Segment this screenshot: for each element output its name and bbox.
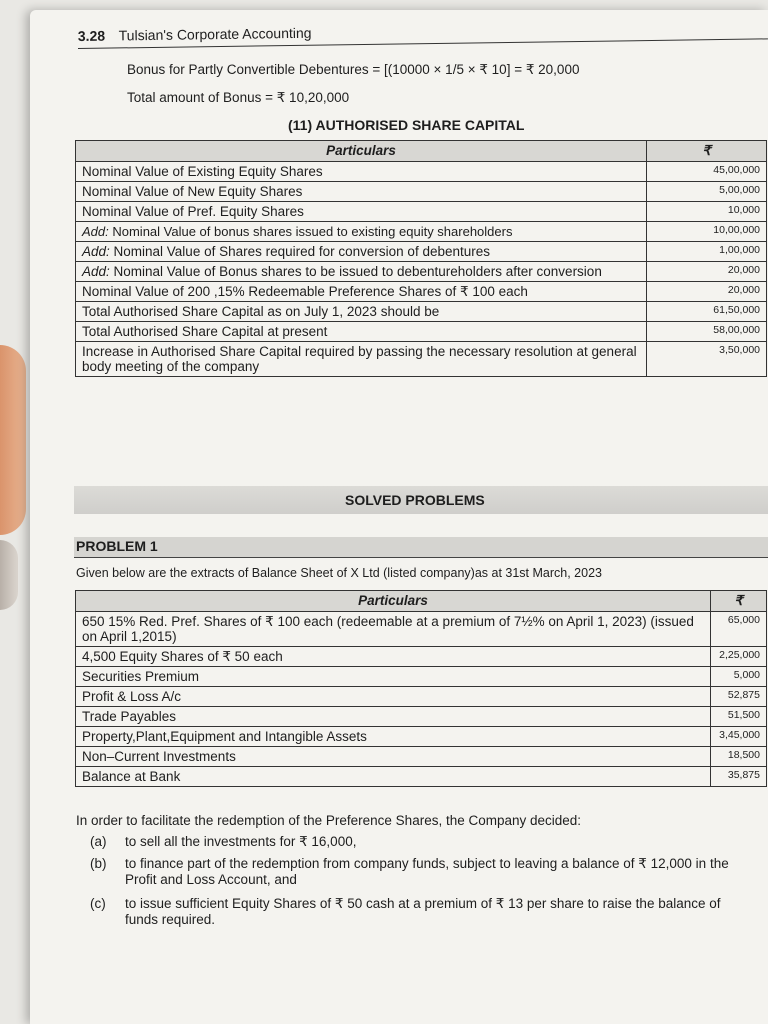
row-text: Securities Premium — [76, 667, 711, 687]
row-amount: 35,875 — [711, 767, 767, 787]
row-amount: 3,50,000 — [647, 342, 767, 377]
row-text: Nominal Value of 200 ,15% Redeemable Preference Shares of ₹ 100 each — [82, 284, 528, 299]
table-row — [76, 162, 767, 182]
decision-text: to issue sufficient Equity Shares of ₹ 50 cash at a premium of ₹ 13 per share to raise the balance of funds required. — [125, 896, 721, 927]
row-prefix: Add: — [82, 244, 110, 259]
row-prefix: Add: — [82, 264, 110, 279]
row-text: 650 15% Red. Pref. Shares of ₹ 100 each (redeemable at a premium of 7½% on April 1, 2023) (issued on April 1,2015) — [76, 612, 711, 647]
amount-header: ₹ — [711, 591, 767, 612]
table-row — [76, 322, 767, 342]
problem-intro: Given below are the extracts of Balance Sheet of X Ltd (listed company)as at 31st March, 2023 — [76, 566, 602, 580]
table-row — [76, 767, 767, 787]
row-amount: 1,00,000 — [647, 242, 767, 262]
table-row — [76, 707, 767, 727]
thumb-shadow-lower — [0, 540, 18, 610]
section-title: (11) AUTHORISED SHARE CAPITAL — [288, 117, 525, 133]
row-text: Nominal Value of Pref. Equity Shares — [82, 204, 304, 219]
row-amount: 2,25,000 — [711, 647, 767, 667]
row-prefix: Add: — [82, 224, 109, 239]
row-amount: 20,000 — [647, 262, 767, 282]
table-row — [76, 612, 767, 647]
table-header-row — [76, 141, 767, 162]
row-amount: 51,500 — [711, 707, 767, 727]
total-bonus-line: Total amount of Bonus = ₹ 10,20,000 — [127, 90, 350, 105]
decision-intro: In order to facilitate the redemption of the Preference Shares, the Company decided: — [76, 813, 582, 828]
row-text: Property,Plant,Equipment and Intangible Assets — [76, 727, 711, 747]
decision-text: to finance part of the redemption from company funds, subject to leaving a balance of ₹ 12,000 in the Profit and Loss Account, and — [125, 856, 729, 887]
particulars-header: Particulars — [76, 141, 647, 162]
row-text: Balance at Bank — [76, 767, 711, 787]
table-row — [76, 687, 767, 707]
table-row — [76, 202, 767, 222]
table-row — [76, 242, 767, 262]
table-row — [76, 222, 767, 242]
page-number: 3.28 — [77, 27, 106, 45]
table-header-row — [76, 591, 767, 612]
row-amount: 20,000 — [647, 282, 767, 302]
problem-bar — [74, 537, 768, 558]
row-amount: 61,50,000 — [647, 302, 767, 322]
table-row — [76, 302, 767, 322]
balance-sheet-table — [75, 590, 767, 787]
table-row — [76, 342, 767, 377]
row-amount: 58,00,000 — [647, 322, 767, 342]
row-text: Nominal Value of New Equity Shares — [82, 184, 303, 199]
book-title: Tulsian's Corporate Accounting — [118, 24, 312, 44]
row-amount: 5,000 — [711, 667, 767, 687]
row-text: Nominal Value of bonus shares issued to existing equity shareholders — [108, 224, 513, 239]
decision-label: (c) — [90, 896, 106, 911]
row-amount: 65,000 — [711, 612, 767, 647]
row-amount: 45,00,000 — [647, 162, 767, 182]
table-row — [76, 182, 767, 202]
row-text: Total Authorised Share Capital at present — [82, 324, 328, 339]
thumb-shadow — [0, 345, 26, 535]
row-text: Nominal Value of Shares required for conversion of debentures — [109, 244, 490, 259]
bonus-line: Bonus for Partly Convertible Debentures = [(10000 × 1/5 × ₹ 10] = ₹ 20,000 — [127, 62, 580, 77]
table-row — [76, 282, 767, 302]
row-amount: 10,00,000 — [647, 222, 767, 242]
row-text: Non–Current Investments — [76, 747, 711, 767]
row-text: Trade Payables — [76, 707, 711, 727]
solved-problems-heading: SOLVED PROBLEMS — [345, 492, 485, 508]
table-row — [76, 747, 767, 767]
amount-header: ₹ — [647, 141, 767, 162]
particulars-header: Particulars — [76, 591, 711, 612]
row-amount: 52,875 — [711, 687, 767, 707]
table-row — [76, 647, 767, 667]
row-text: 4,500 Equity Shares of ₹ 50 each — [76, 647, 711, 667]
decision-label: (b) — [90, 856, 107, 871]
decision-text: to sell all the investments for ₹ 16,000, — [125, 834, 357, 849]
row-amount: 3,45,000 — [711, 727, 767, 747]
table-row — [76, 667, 767, 687]
table-row — [76, 727, 767, 747]
row-amount: 10,000 — [647, 202, 767, 222]
row-text: Increase in Authorised Share Capital required by passing the necessary resolution at general body meeting of the company — [82, 344, 637, 374]
row-text: Total Authorised Share Capital as on July 1, 2023 should be — [82, 304, 440, 319]
authorised-capital-table — [75, 140, 767, 377]
problem-title: PROBLEM 1 — [76, 538, 158, 554]
row-text: Profit & Loss A/c — [76, 687, 711, 707]
row-text: Nominal Value of Existing Equity Shares — [82, 164, 323, 179]
decision-label: (a) — [90, 834, 107, 849]
row-text: Nominal Value of Bonus shares to be issued to debentureholders after conversion — [109, 264, 602, 279]
table-row — [76, 262, 767, 282]
row-amount: 18,500 — [711, 747, 767, 767]
row-amount: 5,00,000 — [647, 182, 767, 202]
